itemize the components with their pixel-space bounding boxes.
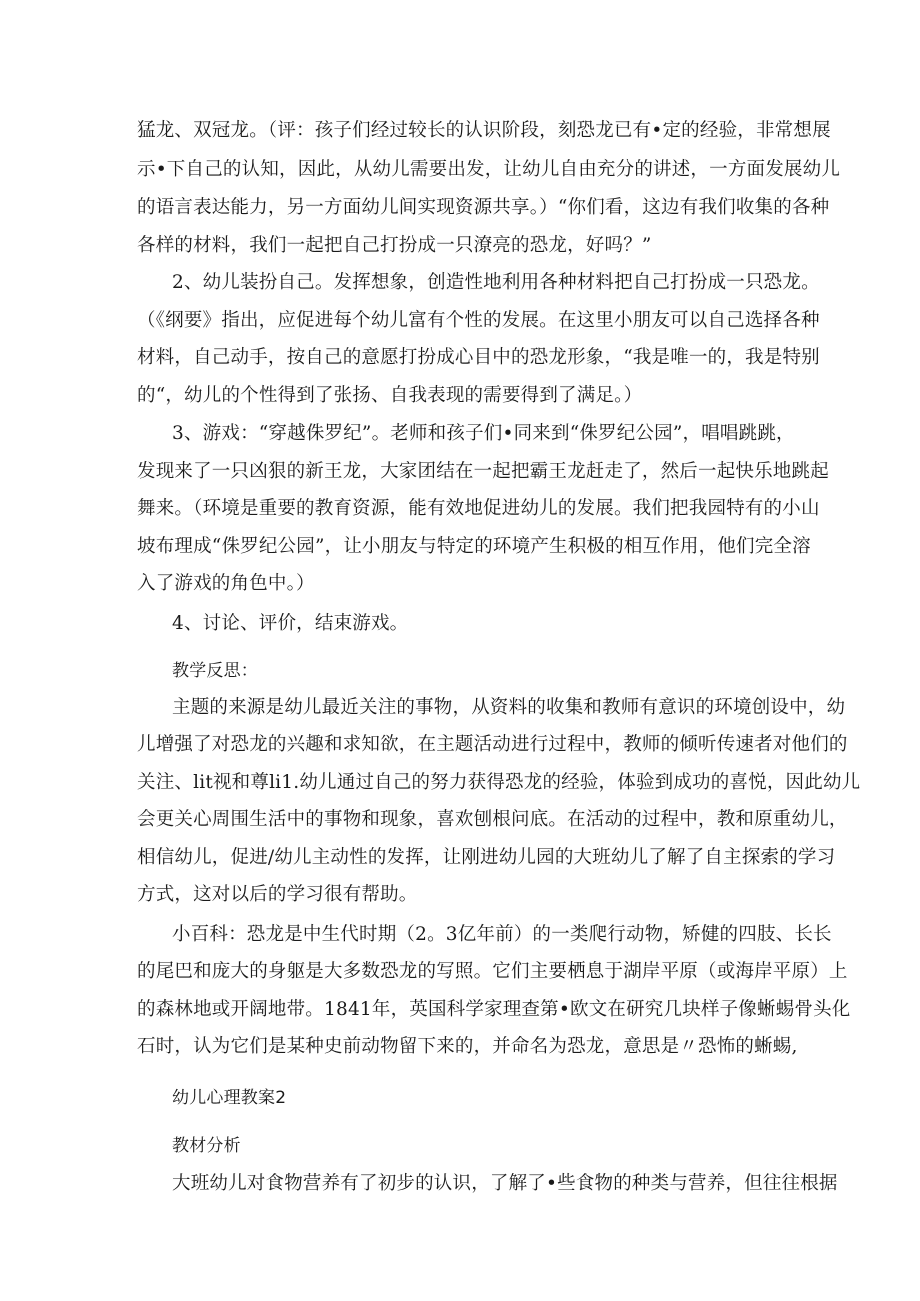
text-line: 大班幼儿对食物营养有了初步的认识，了解了•些食物的种类与营养，但往往根据 xyxy=(172,1173,838,1194)
text-line: 的语言表达能力，另一方面幼儿间实现资源共享。）“你们看，这边有我们收集的各种 xyxy=(137,197,830,218)
section-title: 幼儿心理教案2 xyxy=(172,1088,287,1108)
text-line: 舞来。（环境是重要的教育资源，能有效地促进幼儿的发展。我们把我园特有的小山 xyxy=(137,498,820,519)
text-line: 材料，自己动手，按自己的意愿打扮成心目中的恐龙形象，“我是唯一的，我是特别 xyxy=(137,347,820,368)
text-line: （《纲要》指出，应促进每个幼儿富有个性的发展。在这里小朋友可以自己选择各种 xyxy=(137,310,820,331)
text-line: 小百科：恐龙是中生代时期（2。3亿年前）的一类爬行动物，矫健的四肢、长长 xyxy=(172,924,832,945)
text-line: 各样的材料，我们一起把自己打扮成一只潦亮的恐龙，好吗？” xyxy=(137,235,652,256)
text-line: 儿增强了对恐龙的兴趣和求知欲，在主题活动进行过程中，教师的倾听传速者对他们的 xyxy=(137,734,848,755)
text-line: 发现来了一只凶狠的新王龙，大家团结在一起把霸王龙赶走了，然后一起快乐地跳起 xyxy=(137,461,829,482)
text-line: 的“，幼儿的个性得到了张扬、自我表现的需要得到了满足。） xyxy=(137,385,643,406)
text-line: 4、讨论、评价，结束游戏。 xyxy=(172,613,409,634)
material-heading: 教材分析 xyxy=(172,1136,241,1156)
text-line: 示•下自己的认知，因此，从幼儿需要出发，让幼儿自由充分的讲述，一方面发展幼儿 xyxy=(137,159,841,180)
text-line: 入了游戏的角色中。） xyxy=(137,573,315,594)
text-line: 3、游戏：“穿越侏罗纪”。老师和孩子们•同来到“侏罗纪公园”，唱唱跳跳， xyxy=(172,423,795,444)
text-line: 猛龙、双冠龙。（评：孩子们经过较长的认识阶段，刻恐龙已有•定的经验，非常想展 xyxy=(137,120,831,141)
reflection-heading: 教学反思： xyxy=(172,661,258,681)
text-line: 关注、lit视和尊li1.幼儿通过自己的努力获得恐龙的经验，体验到成功的喜悦，因此幼儿 xyxy=(137,772,861,793)
text-line: 坡布理成“侏罗纪公园”，让小朋友与特定的环境产生积极的相互作用，他们完全溶 xyxy=(137,536,811,557)
text-line: 的森林地或开阔地带。1841年，英国科学家理查第•欧文在研究几块样子像蜥蜴骨头化 xyxy=(137,999,851,1020)
text-line: 2、幼儿装扮自己。发挥想象，创造性地利用各种材料把自己打扮成一只恐龙。 xyxy=(172,272,820,293)
text-line: 主题的来源是幼儿最近关注的事物，从资料的收集和教师有意识的环境创设中，幼 xyxy=(172,697,846,718)
text-line: 相信幼儿，促进/幼儿主动性的发挥，让刚进幼儿园的大班幼儿了解了自主探索的学习 xyxy=(137,847,836,868)
text-line: 会更关心周围生活中的事物和现象，喜欢刨根问底。在活动的过程中，教和原重幼儿， xyxy=(137,809,848,830)
text-line: 的尾巴和庞大的身躯是大多数恐龙的写照。它们主要栖息于湖岸平原（或海岸平原）上 xyxy=(137,961,848,982)
text-line: 方式，这对以后的学习很有帮助。 xyxy=(137,884,418,905)
text-line: 石时，认为它们是某种史前动物留下来的，并命名为恐龙，意思是〃恐怖的蜥蜴, xyxy=(137,1036,798,1057)
